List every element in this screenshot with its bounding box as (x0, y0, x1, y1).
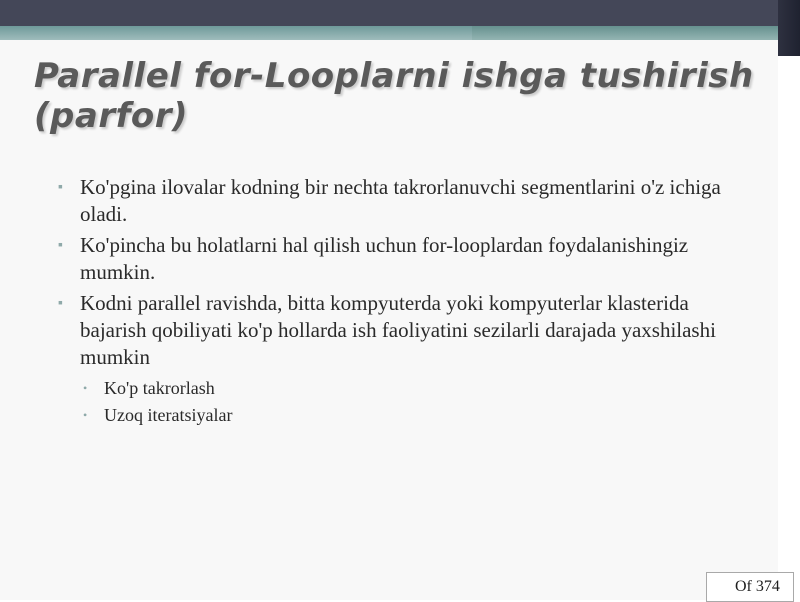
sub-bullet-item (80, 402, 746, 429)
page-counter[interactable]: Of 374 (706, 572, 794, 602)
top-bar (0, 0, 800, 26)
bullet-text: Ko'pgina ilovalar kodning bir nechta takrorlanuvchi segmentlarini o'z ichiga oladi. (80, 175, 721, 226)
bullet-icon: ▪ (58, 238, 63, 253)
sub-bullet-icon: • (83, 381, 88, 395)
sub-bullet-text: Ko'p takrorlash (104, 378, 215, 398)
bullet-item (56, 290, 746, 429)
bullet-list (56, 174, 746, 433)
bullet-icon: ▪ (58, 180, 63, 195)
sub-bullet-item (80, 375, 746, 402)
bullet-icon: ▪ (58, 296, 63, 311)
bullet-text: Ko'pincha bu holatlarni hal qilish uchun for-looplardan foydalanishingiz mumkin. (80, 233, 689, 284)
bullet-item (56, 174, 746, 228)
sub-bullet-list (80, 375, 746, 429)
sub-bullet-icon: • (83, 408, 88, 422)
sub-bullet-text: Uzoq iteratsiyalar (104, 405, 233, 425)
header-accent-strip (0, 26, 472, 40)
bullet-item (56, 232, 746, 286)
bullet-text: Kodni parallel ravishda, bitta kompyuterda yoki kompyuterlar klasterida bajarish qobiliyati ko'p hollarda ish faoliyatini sezilarli darajada yaxshilashi mumkin (80, 291, 716, 369)
window-edge (778, 0, 800, 56)
slide-title: Parallel for-Looplarni ishga tushirish (parfor) (34, 56, 754, 136)
